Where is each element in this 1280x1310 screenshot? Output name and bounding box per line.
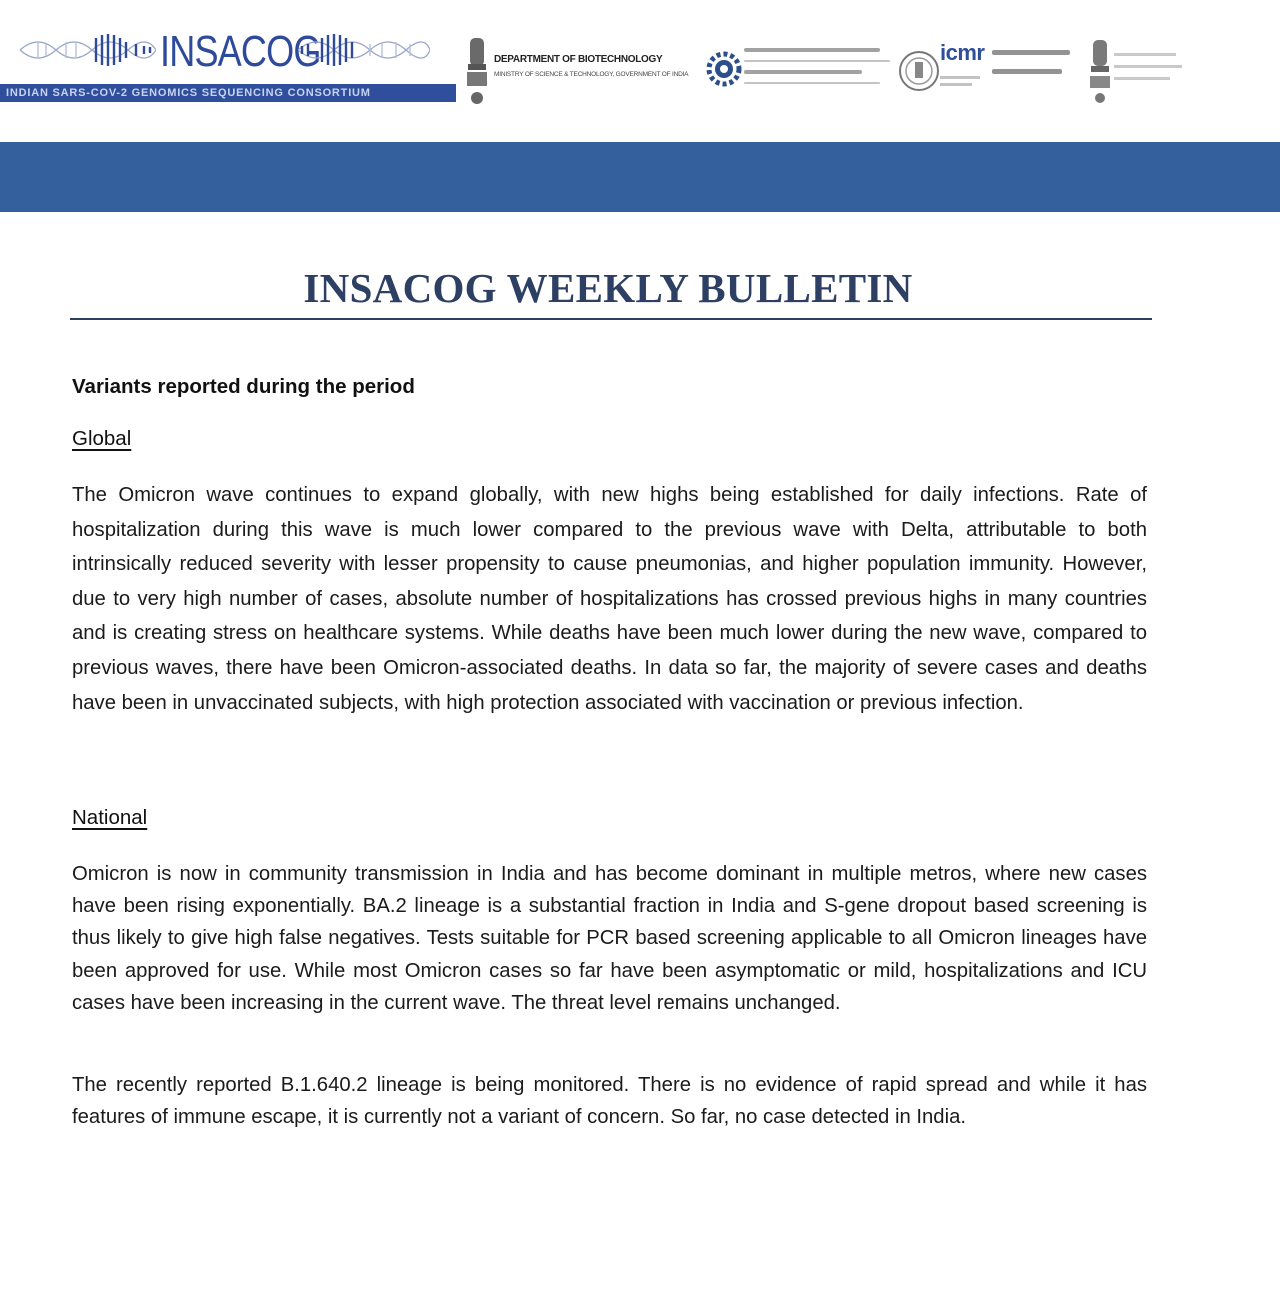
global-heading: Global: [72, 427, 132, 450]
insacog-logo: [0, 20, 456, 106]
icmr-wordmark: icmr: [940, 40, 985, 65]
national-heading: National: [72, 806, 148, 829]
national-paragraph: Omicron is now in community transmission in India and has become dominant in multiple metros, where new cases have been rising exponentially. BA.2 lineage is a substantial fraction in India and S-gene dropout based screening is thus likely to give high false negatives. Tests suitable for PCR based screening applicable to all Omicron lineages have been approved for use. While most Omicron cases so far have been asymptomatic or mild, hospitalizations and ICU cases have been increasing in the current wave. The threat level remains unchanged.: [72, 863, 1147, 1014]
global-paragraph: The Omicron wave continues to expand globally, with new highs being established for daily infections. Rate of hospitalization during this wave is much lower compared to the previous wave with Delta, attributable to both intrinsically reduced severity with lesser propensity to cause pneumonias, and higher population immunity. However, due to very high number of cases, absolute number of hospitalizations has crossed previous highs in many countries and is creating stress on healthcare systems. While deaths have been much lower during the new wave, compared to previous waves, there have been Omicron-associated deaths. In data so far, the majority of severe cases and deaths have been in unvaccinated subjects, with high protection associated with vaccination or previous infection.: [72, 484, 1147, 714]
mohfw-logo-text: [1114, 44, 1184, 80]
header-logo-strip: [0, 0, 1280, 140]
dbt-ministry: MINISTRY OF SCIENCE & TECHNOLOGY, GOVERNMENT OF INDIA: [494, 71, 689, 78]
dna-helix-left-icon: [18, 30, 156, 70]
insacog-wordmark: INSACOG: [160, 27, 321, 76]
title-underline: [70, 318, 1152, 320]
csir-logo-text: [744, 40, 894, 84]
icmr-subtext: [940, 72, 980, 86]
page-title: INSACOG WEEKLY BULLETIN: [303, 265, 913, 311]
dbt-name: DEPARTMENT OF BIOTECHNOLOGY: [494, 54, 663, 65]
icmr-hindi-text: [992, 42, 1072, 74]
section-heading: Variants reported during the period: [72, 375, 415, 398]
national-emblem-icon: [464, 34, 490, 108]
dna-helix-right-icon: [298, 30, 430, 70]
icmr-seal-icon: [898, 38, 940, 104]
header-band: [0, 142, 1280, 212]
insacog-tagline: INDIAN SARS-COV-2 GENOMICS SEQUENCING CONSORTIUM: [6, 87, 371, 99]
csir-gear-logo-icon: [706, 38, 742, 100]
dbt-logo-text: [494, 54, 704, 78]
b1640-paragraph: The recently reported B.1.640.2 lineage is being monitored. There is no evidence of rapid spread and while it has features of immune escape, it is currently not a variant of concern. So far, no case detected in India.: [72, 1074, 1147, 1129]
mohfw-emblem-icon: [1088, 36, 1112, 106]
